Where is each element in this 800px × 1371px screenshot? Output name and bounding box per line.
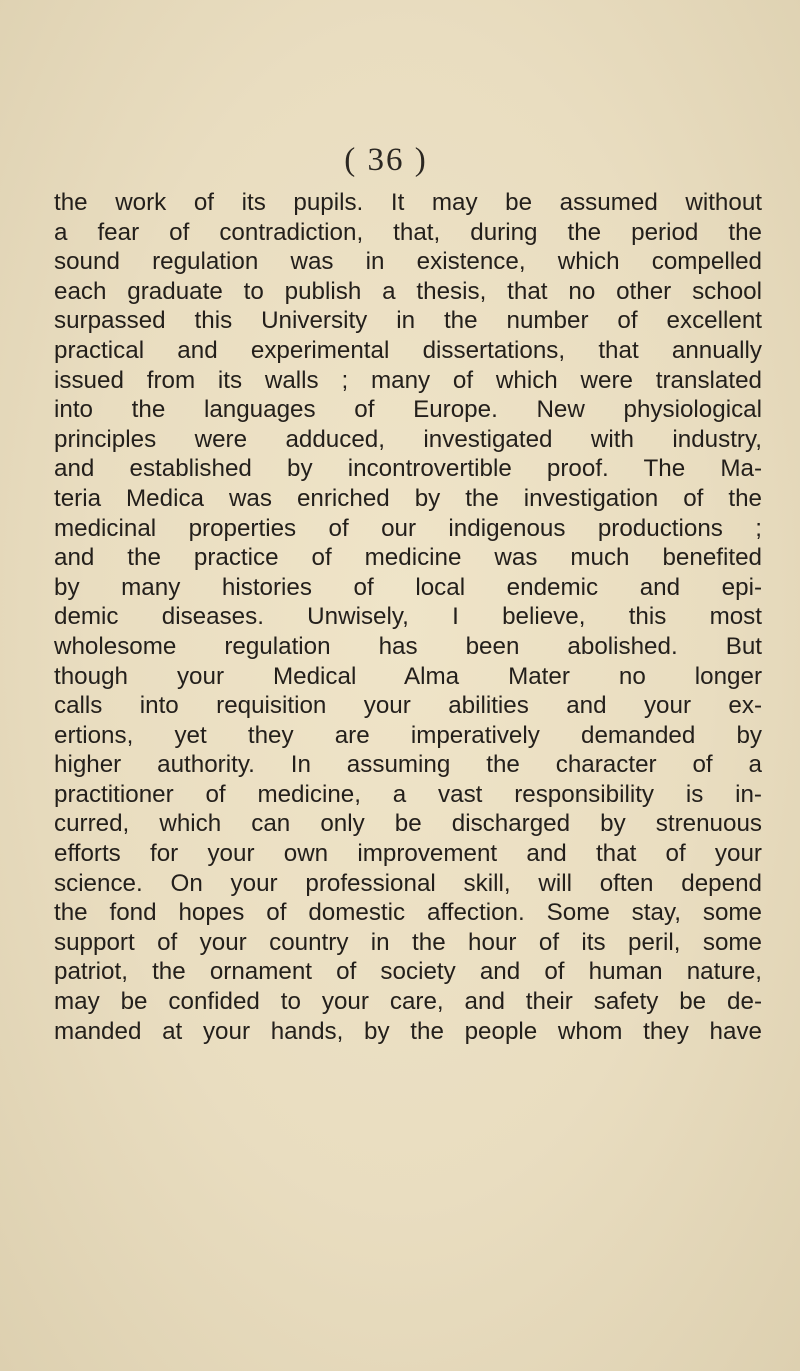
text-line: practical and experimental dissertations, that annually [54, 336, 762, 364]
text-line: support of your country in the hour of its peril, some [54, 928, 762, 956]
text-line: the fond hopes of domestic affection. Some stay, some [54, 899, 762, 927]
text-line: sound regulation was in existence, which compelled [54, 248, 762, 276]
text-line: practitioner of medicine, a vast responsibility is in- [54, 780, 762, 808]
text-line: teria Medica was enriched by the investigation of the [54, 484, 762, 512]
text-line: into the languages of Europe. New physiological [54, 396, 762, 424]
text-line: may be confided to your care, and their safety be de- [54, 988, 762, 1016]
text-line: wholesome regulation has been abolished. But [54, 632, 762, 660]
text-line: principles were adduced, investigated with industry, [54, 425, 762, 453]
text-line: manded at your hands, by the people whom they have [54, 1017, 762, 1045]
page-number: ( 36 ) [344, 142, 428, 178]
body-text [54, 188, 762, 1046]
text-line: each graduate to publish a thesis, that no other school [54, 277, 762, 305]
text-line: and established by incontrovertible proof. The Ma- [54, 455, 762, 483]
text-line: medicinal properties of our indigenous productions ; [54, 514, 762, 542]
text-line: patriot, the ornament of society and of human nature, [54, 958, 762, 986]
text-line: a fear of contradiction, that, during the period the [54, 218, 762, 246]
text-line: higher authority. In assuming the character of a [54, 751, 762, 779]
text-line: curred, which can only be discharged by strenuous [54, 810, 762, 838]
text-line: the work of its pupils. It may be assumed without [54, 189, 762, 216]
text-line: and the practice of medicine was much benefited [54, 544, 762, 572]
text-line: by many histories of local endemic and epi- [54, 573, 762, 601]
text-line: issued from its walls ; many of which were translated [54, 366, 762, 394]
text-line: though your Medical Alma Mater no longer [54, 662, 762, 690]
text-line: efforts for your own improvement and that of your [54, 840, 762, 868]
text-line: surpassed this University in the number of excellent [54, 307, 762, 335]
text-line: calls into requisition your abilities and your ex- [54, 692, 762, 720]
text-line: science. On your professional skill, will often depend [54, 869, 762, 897]
text-line: ertions, yet they are imperatively demanded by [54, 721, 762, 749]
text-line: demic diseases. Unwisely, I believe, this most [54, 603, 762, 631]
